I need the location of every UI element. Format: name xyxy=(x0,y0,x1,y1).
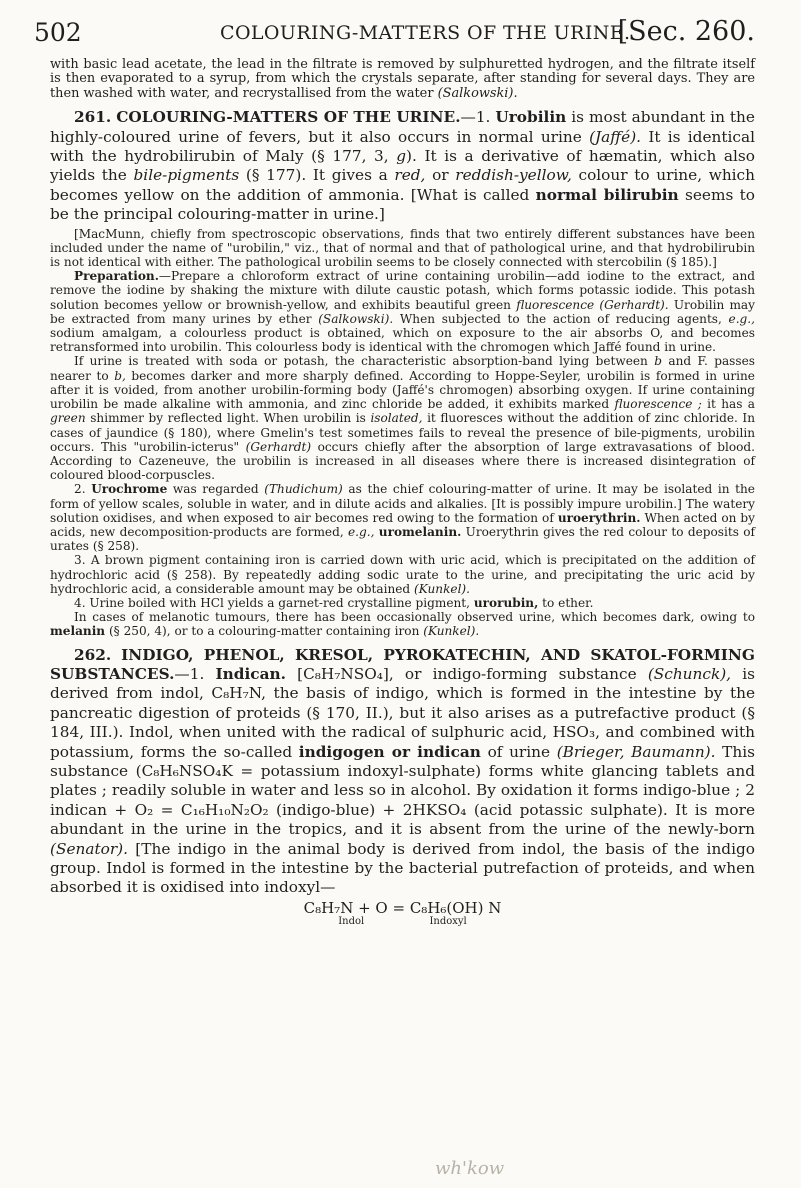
running-head: COLOURING-MATTERS OF THE URINE. xyxy=(220,22,631,44)
formula-label-indol: Indol xyxy=(338,915,365,927)
section-261: 261. COLOURING-MATTERS OF THE URINE.—1. Urobilin is most abundant in the highly-coloured urine of fevers, but it also occurs in normal urine (Jaffé). It is identical with the hydrobilirubin of Maly (§ 177, 3, g). It is a derivative of hæmatin, which also yields the bile-pigments (§ 177). It gives a red, or reddish-yellow, colour to urine, which becomes yellow on the addition of ammonia. [What is called normal bilirubin seems to be the principal colouring-matter in urine.] xyxy=(50,108,755,224)
paragraph-brown-pigment: 3. A brown pigment containing iron is carried down with uric acid, which is precipitated on the addition of hydrochloric acid (§ 258). By repeatedly adding sodic urate to the urine, and precipitating the uric acid by hydrochloric acid, a considerable amount may be obtained (Kunkel). xyxy=(50,553,755,596)
formula-labels xyxy=(50,917,755,927)
paragraph-urorubin: 4. Urine boiled with HCl yields a garnet-red crystalline pigment, urorubin, to ether. xyxy=(74,595,594,610)
paragraph-soda: If urine is treated with soda or potash, the characteristic absorption-band lying between b and F. passes nearer to b, becomes darker and more sharply defined. According to Hoppe-Seyler, urobilin is formed in urine after it is voided, from another urobilin-forming body (Jaffé's chromogen) absorbing oxygen. If urine containing urobilin be made alkaline with ammonia, and zinc chloride be added, it exhibits marked fluorescence ; it has a green shimmer by reflected light. When urobilin is isolated, it fluoresces without the addition of zinc chloride. In cases of jaundice (§ 180), where Gmelin's test sometimes fails to reveal the presence of bile-pigments, urobilin occurs. This "urobilin-icterus" (Gerhardt) occurs chiefly after the absorption of large extravasations of blood. According to Cazeneuve, the urobilin is increased in all diseases where there is increased disintegration of coloured blood-corpuscles. xyxy=(50,354,755,483)
page-number: 502 xyxy=(34,18,82,47)
text-body xyxy=(50,58,755,927)
paragraph-melanin: In cases of melanotic tumours, there has been occasionally observed urine, which becomes dark, owing to melanin (§ 250, 4), or to a colouring-matter containing iron (Kunkel). xyxy=(50,610,755,639)
paragraph-intro: with basic lead acetate, the lead in the filtrate is removed by sulphuretted hydrogen, and the filtrate itself is then evaporated to a syrup, from which the crystals separate, after standing for several days. They are then washed with water, and recrystallised from the water (Salkowski). xyxy=(50,57,755,101)
formula-label-indoxyl: Indoxyl xyxy=(429,915,467,927)
paragraph-urochrome: 2. Urochrome was regarded (Thudichum) as the chief colouring-matter of urine. It may be isolated in the form of yellow scales, soluble in water, and in dilute acids and alkalies. [It is possibly impure urobilin.] The watery solution oxidises, and when exposed to air becomes red owing to the formation of uroerythrin. When acted on by acids, new decomposition-products are formed, e.g., uromelanin. Uroerythrin gives the red colour to deposits of urates (§ 258). xyxy=(50,482,755,554)
indoxyl-formula: C₈H₇N + O = C₈H₆(OH) N xyxy=(303,898,502,917)
paragraph-preparation: Preparation.—Prepare a chloroform extract of urine containing urobilin—add iodine to the extract, and remove the iodine by shaking the mixture with dilute caustic potash, which forms potassic iodide. This potash solution becomes yellow or brownish-yellow, and exhibits beautiful green fluorescence (Gerhardt). Urobilin may be extracted from many urines by ether (Salkowski). When subjected to the action of reducing agents, e.g., sodium amalgam, a colourless product is obtained, which on exposure to the air absorbs O, and becomes retransformed into urobilin. This colourless body is identical with the chromogen which Jaffé found in urine. xyxy=(50,269,755,355)
section-262: 262. INDIGO, PHENOL, KRESOL, PYROKATECHIN, AND SKATOL-FORMING SUBSTANCES.—1. Indican. [C₈H₇NSO₄], or indigo-forming substance (Schunck), is derived from indol, C₈H₇N, the basis of indigo, which is formed in the intestine by the pancreatic digestion of proteids (§ 170, II.), but it also arises as a putrefactive product (§ 184, III.). Indol, when united with the radical of sulphuric acid, HSO₃, and combined with potassium, forms the so-called indigogen or indican of urine (Brieger, Baumann). This substance (C₈H₆NSO₄K = potassium indoxyl-sulphate) forms white glancing tablets and plates ; readily soluble in water and less so in alcohol. By oxidation it forms indigo-blue ; 2 indican + O₂ = C₁₆H₁₀N₂O₂ (indigo-blue) + 2HKSO₄ (acid potassic sulphate). It is more abundant in the urine in the tropics, and it is absent from the urine of the newly-born (Senator). [The indigo in the animal body is derived from indol, the basis of the indigo group. Indol is formed in the intestine by the bacterial putrefaction of proteids, and when absorbed it is oxidised into indoxyl— xyxy=(50,645,755,897)
handwritten-marginalia: wh'kow xyxy=(435,1158,505,1179)
page-header xyxy=(34,12,755,58)
section-label: [Sec. 260. xyxy=(617,16,755,47)
paragraph-macmunn: [MacMunn, chiefly from spectroscopic observations, finds that two entirely different substances have been included under the name of "urobilin," viz., that of normal and that of pathological urine, and that hydrobilirubin is not identical with either. The pathological urobilin seems to be closely connected with stercobilin (§ 185).] xyxy=(50,226,755,270)
